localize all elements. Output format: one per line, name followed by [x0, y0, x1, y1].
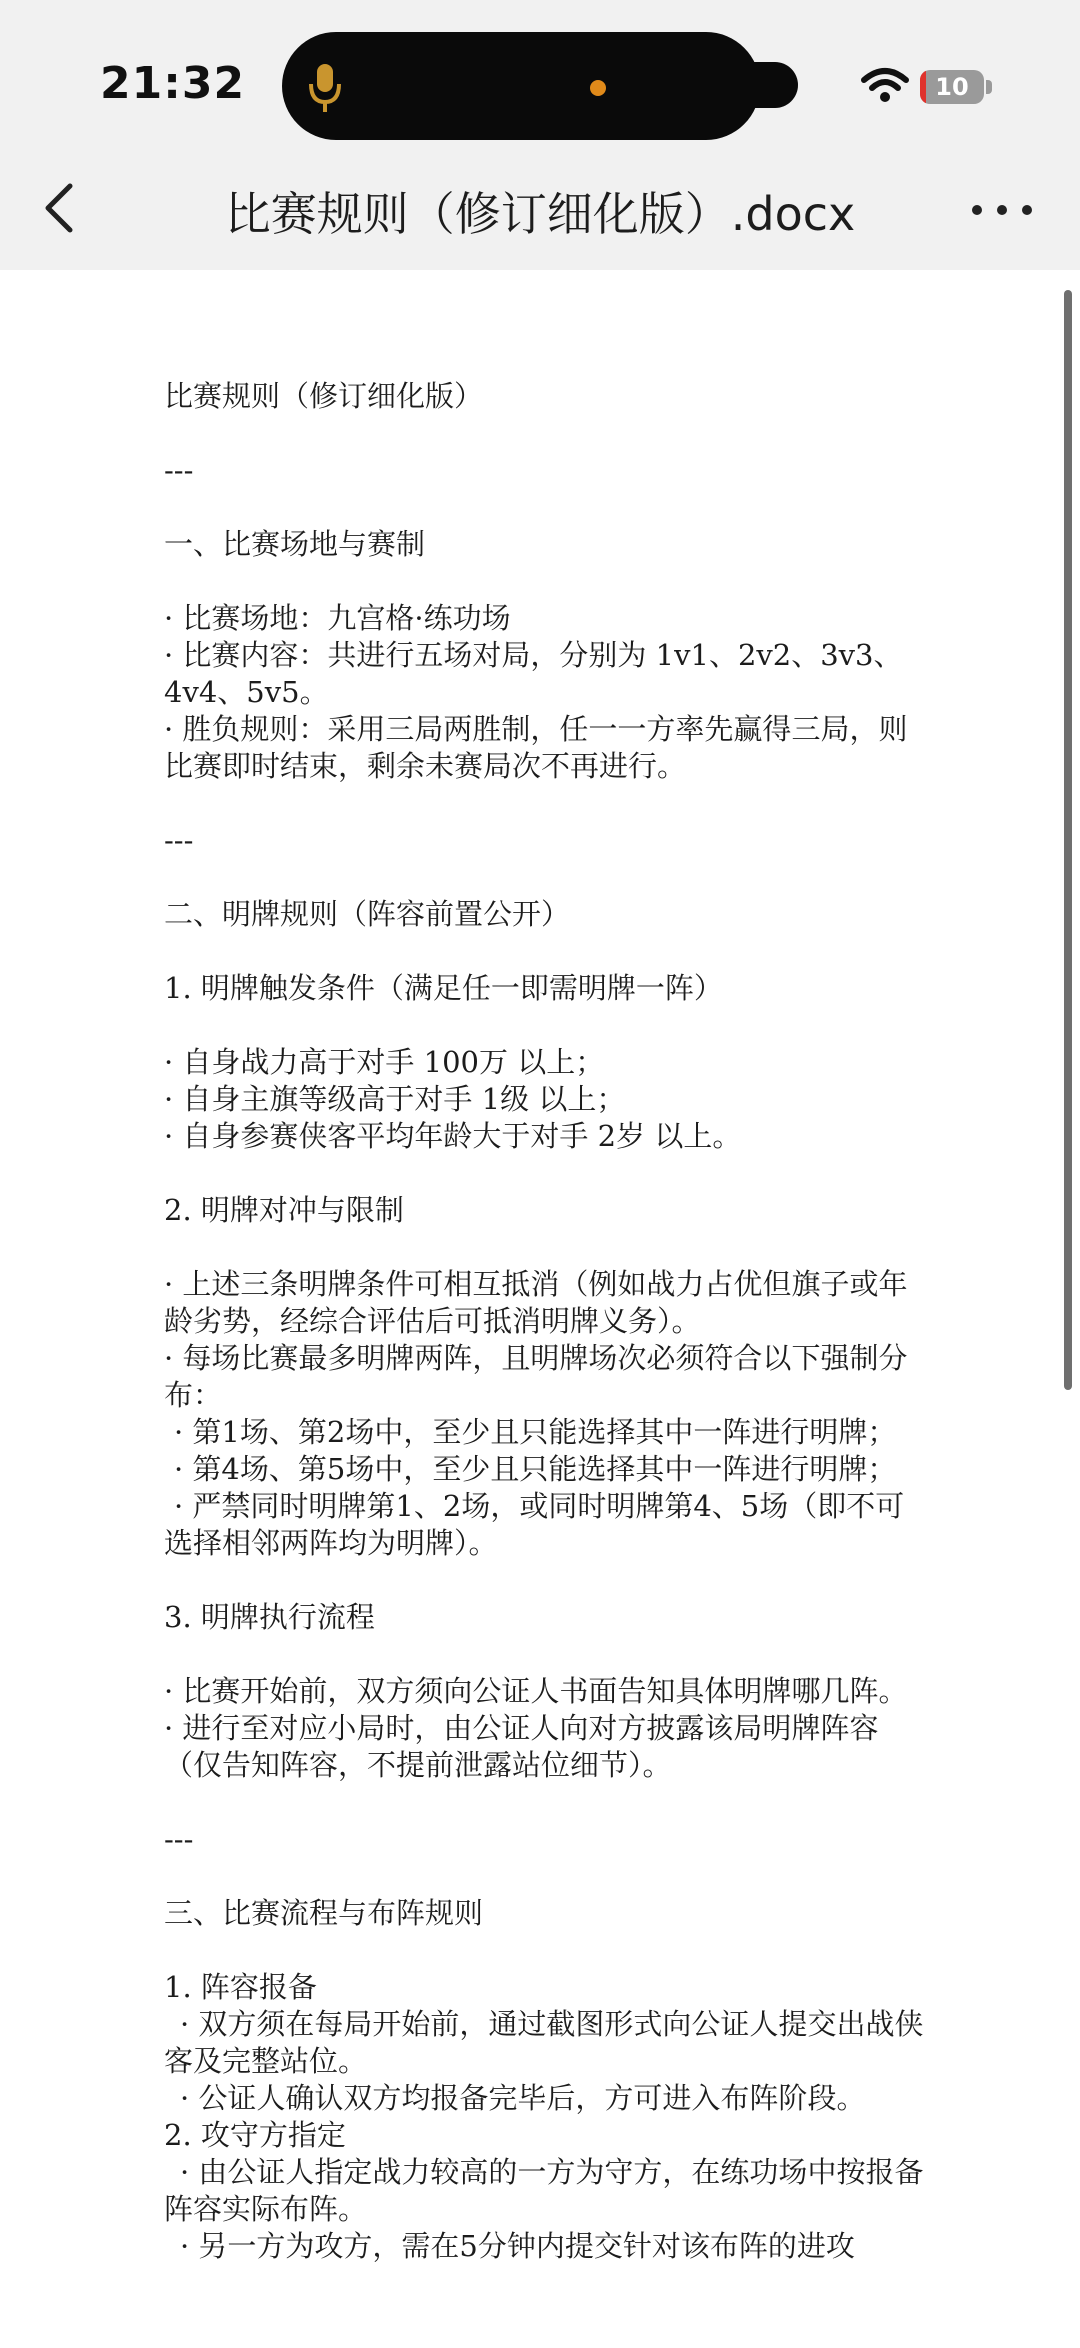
list-item: · 自身参赛侠客平均年龄大于对手 2岁 以上。	[164, 1119, 742, 1153]
wifi-icon	[860, 66, 910, 106]
dynamic-island-extension	[740, 62, 798, 108]
subsection-heading: 2. 攻守方指定	[164, 2118, 346, 2152]
list-item: · 进行至对应小局时，由公证人向对方披露该局明牌阵容（仅告知阵容，不提前泄露站位细节）。	[164, 1711, 879, 1782]
section-heading: 三、比赛流程与布阵规则	[164, 1896, 484, 1930]
separator: ---	[164, 453, 194, 487]
list-item: · 自身战力高于对手 100万 以上；	[164, 1045, 605, 1079]
document-file-title: 比赛规则（修订细化版）.docx	[224, 187, 856, 241]
list-item: · 比赛开始前，双方须向公证人书面告知具体明牌哪几阵。	[164, 1674, 908, 1708]
battery-level: 10	[935, 73, 969, 101]
microphone-icon	[305, 60, 345, 116]
list-item: · 第1场、第2场中，至少且只能选择其中一阵进行明牌；	[174, 1415, 897, 1449]
section-heading: 一、比赛场地与赛制	[164, 527, 426, 561]
separator: ---	[164, 1822, 194, 1856]
subsection-heading: 1. 阵容报备	[164, 1970, 317, 2004]
separator: ---	[164, 823, 194, 857]
list-item: · 双方须在每局开始前，通过截图形式向公证人提交出战侠客及完整站位。	[164, 2007, 924, 2078]
scroll-indicator[interactable]	[1064, 290, 1072, 1390]
subsection-heading: 2. 明牌对冲与限制	[164, 1193, 404, 1227]
back-chevron-icon[interactable]	[40, 180, 80, 236]
document-title: 比赛规则（修订细化版）	[164, 379, 484, 413]
list-item: · 比赛场地：九宫格·练功场	[164, 601, 511, 635]
dynamic-island	[282, 32, 760, 140]
list-item: · 公证人确认双方均报备完毕后，方可进入布阵阶段。	[180, 2081, 866, 2115]
section-list	[164, 1044, 924, 1155]
subsection-heading: 1. 明牌触发条件（满足任一即需明牌一阵）	[164, 971, 723, 1005]
subsection-heading: 3. 明牌执行流程	[164, 1600, 375, 1634]
list-item: · 上述三条明牌条件可相互抵消（例如战力占优但旗子或年龄劣势，经综合评估后可抵消明牌义务）。	[164, 1267, 908, 1338]
document-body	[164, 378, 924, 2265]
list-item: · 由公证人指定战力较高的一方为守方，在练功场中按报备阵容实际布阵。	[164, 2155, 924, 2226]
section-list	[164, 1266, 924, 1562]
camera-indicator-dot	[590, 80, 606, 96]
section-heading: 二、明牌规则（阵容前置公开）	[164, 897, 571, 931]
more-dots-icon[interactable]	[972, 190, 1032, 230]
list-item: · 另一方为攻方，需在5分钟内提交针对该布阵的进攻	[180, 2229, 855, 2263]
section-list	[164, 1969, 924, 2265]
list-item: · 每场比赛最多明牌两阵，且明牌场次必须符合以下强制分布：	[164, 1341, 908, 1412]
status-time: 21:32	[100, 58, 246, 109]
list-item: · 严禁同时明牌第1、2场，或同时明牌第4、5场（即不可选择相邻两阵均为明牌）。	[164, 1489, 905, 1560]
battery-icon	[920, 70, 984, 104]
list-item: · 比赛内容：共进行五场对局，分别为 1v1、2v2、3v3、4v4、5v5。	[164, 638, 903, 709]
section-list	[164, 600, 924, 785]
battery-nub	[986, 80, 992, 94]
list-item: · 胜负规则：采用三局两胜制，任一一方率先赢得三局，则比赛即时结束，剩余未赛局次不再进行。	[164, 712, 908, 783]
section-list	[164, 1673, 924, 1784]
list-item: · 自身主旗等级高于对手 1级 以上；	[164, 1082, 626, 1116]
list-item: · 第4场、第5场中，至少且只能选择其中一阵进行明牌；	[174, 1452, 897, 1486]
